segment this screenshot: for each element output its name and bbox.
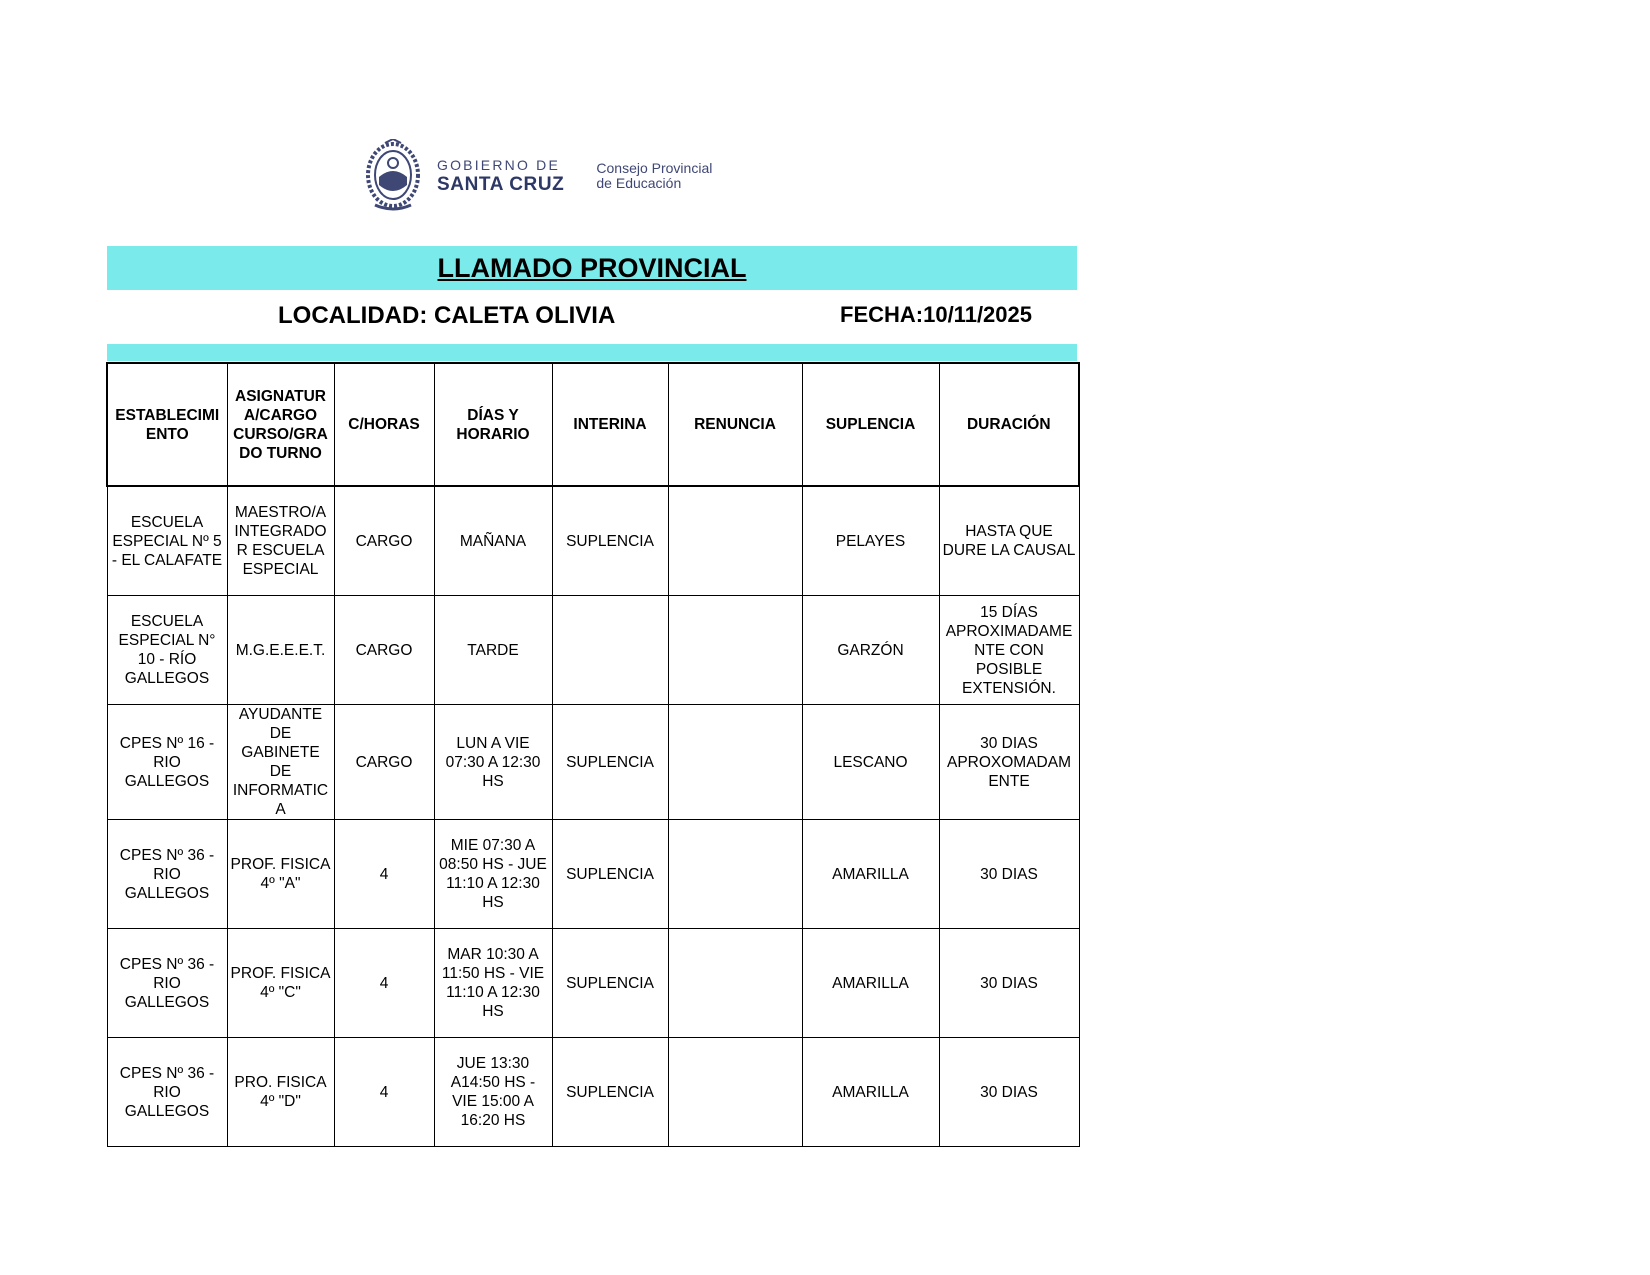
table-cell: CARGO: [334, 486, 434, 596]
table-cell: PROF. FISICA 4º "A": [227, 820, 334, 929]
table-cell: MAESTRO/A INTEGRADO R ESCUELA ESPECIAL: [227, 486, 334, 596]
column-header: ASIGNATUR A/CARGO CURSO/GRA DO TURNO: [227, 363, 334, 486]
table-cell: [552, 596, 668, 705]
table-cell: GARZÓN: [802, 596, 939, 705]
separator-band: [107, 344, 1077, 361]
council-line-2: de Educación: [596, 175, 682, 191]
positions-table: [106, 362, 1080, 1147]
table-cell: CPES Nº 16 - RIO GALLEGOS: [107, 705, 227, 820]
table-header-row: [107, 363, 1079, 486]
table-cell: HASTA QUE DURE LA CAUSAL: [939, 486, 1079, 596]
table-row: [107, 596, 1079, 705]
council-line-1: Consejo Provincial: [596, 160, 713, 176]
table-cell: AYUDANTE DE GABINETE DE INFORMATIC A: [227, 705, 334, 820]
table-cell: 15 DÍAS APROXIMADAME NTE CON POSIBLE EXTENSIÓN.: [939, 596, 1079, 705]
table-row: [107, 705, 1079, 820]
table-cell: CPES Nº 36 - RIO GALLEGOS: [107, 820, 227, 929]
table-cell: [668, 596, 802, 705]
table-cell: MAR 10:30 A 11:50 HS - VIE 11:10 A 12:30 HS: [434, 929, 552, 1038]
table-cell: SUPLENCIA: [552, 929, 668, 1038]
column-header: DURACIÓN: [939, 363, 1079, 486]
table-cell: CPES Nº 36 - RIO GALLEGOS: [107, 929, 227, 1038]
table-cell: PELAYES: [802, 486, 939, 596]
table-cell: CARGO: [334, 705, 434, 820]
table-cell: 4: [334, 1038, 434, 1147]
date-label: FECHA:10/11/2025: [840, 302, 1032, 327]
table-cell: SUPLENCIA: [552, 705, 668, 820]
table-row: [107, 486, 1079, 596]
table-cell: M.G.E.E.E.T.: [227, 596, 334, 705]
council-name: [596, 161, 712, 191]
table-cell: SUPLENCIA: [552, 820, 668, 929]
government-name: [437, 158, 564, 194]
document-title: LLAMADO PROVINCIAL: [437, 252, 747, 283]
table-cell: PROF. FISICA 4º "C": [227, 929, 334, 1038]
column-header: RENUNCIA: [668, 363, 802, 486]
institution-logo: [365, 138, 712, 214]
table-cell: SUPLENCIA: [552, 1038, 668, 1147]
table-cell: LUN A VIE 07:30 A 12:30 HS: [434, 705, 552, 820]
table-cell: AMARILLA: [802, 929, 939, 1038]
table-cell: LESCANO: [802, 705, 939, 820]
table-cell: 30 DIAS: [939, 1038, 1079, 1147]
table-row: [107, 820, 1079, 929]
table-cell: 30 DIAS: [939, 820, 1079, 929]
table-cell: 30 DIAS: [939, 929, 1079, 1038]
column-header: ESTABLECIMI ENTO: [107, 363, 227, 486]
column-header: C/HORAS: [334, 363, 434, 486]
table-cell: MAÑANA: [434, 486, 552, 596]
title-band: [107, 246, 1077, 290]
table-cell: PRO. FISICA 4º "D": [227, 1038, 334, 1147]
government-line-1: GOBIERNO DE: [437, 157, 560, 173]
government-line-2: SANTA CRUZ: [437, 174, 565, 195]
table-cell: ESCUELA ESPECIAL Nº 5 - EL CALAFATE: [107, 486, 227, 596]
table-cell: [668, 486, 802, 596]
table-cell: [668, 820, 802, 929]
column-header: INTERINA: [552, 363, 668, 486]
table-cell: AMARILLA: [802, 1038, 939, 1147]
locality-label: LOCALIDAD: CALETA OLIVIA: [278, 302, 616, 329]
table-cell: JUE 13:30 A14:50 HS - VIE 15:00 A 16:20 HS: [434, 1038, 552, 1147]
table-cell: MIE 07:30 A 08:50 HS - JUE 11:10 A 12:30 HS: [434, 820, 552, 929]
table-cell: [668, 705, 802, 820]
table-cell: 30 DIAS APROXOMADAM ENTE: [939, 705, 1079, 820]
table-cell: TARDE: [434, 596, 552, 705]
column-header: SUPLENCIA: [802, 363, 939, 486]
table-cell: CPES Nº 36 - RIO GALLEGOS: [107, 1038, 227, 1147]
table-cell: [668, 929, 802, 1038]
table-row: [107, 929, 1079, 1038]
table-cell: 4: [334, 820, 434, 929]
column-header: DÍAS Y HORARIO: [434, 363, 552, 486]
table-cell: CARGO: [334, 596, 434, 705]
table-cell: 4: [334, 929, 434, 1038]
table-cell: ESCUELA ESPECIAL N° 10 - RÍO GALLEGOS: [107, 596, 227, 705]
table-cell: SUPLENCIA: [552, 486, 668, 596]
table-row: [107, 1038, 1079, 1147]
table-cell: [668, 1038, 802, 1147]
provincial-seal-icon: [365, 139, 421, 213]
table-cell: AMARILLA: [802, 820, 939, 929]
